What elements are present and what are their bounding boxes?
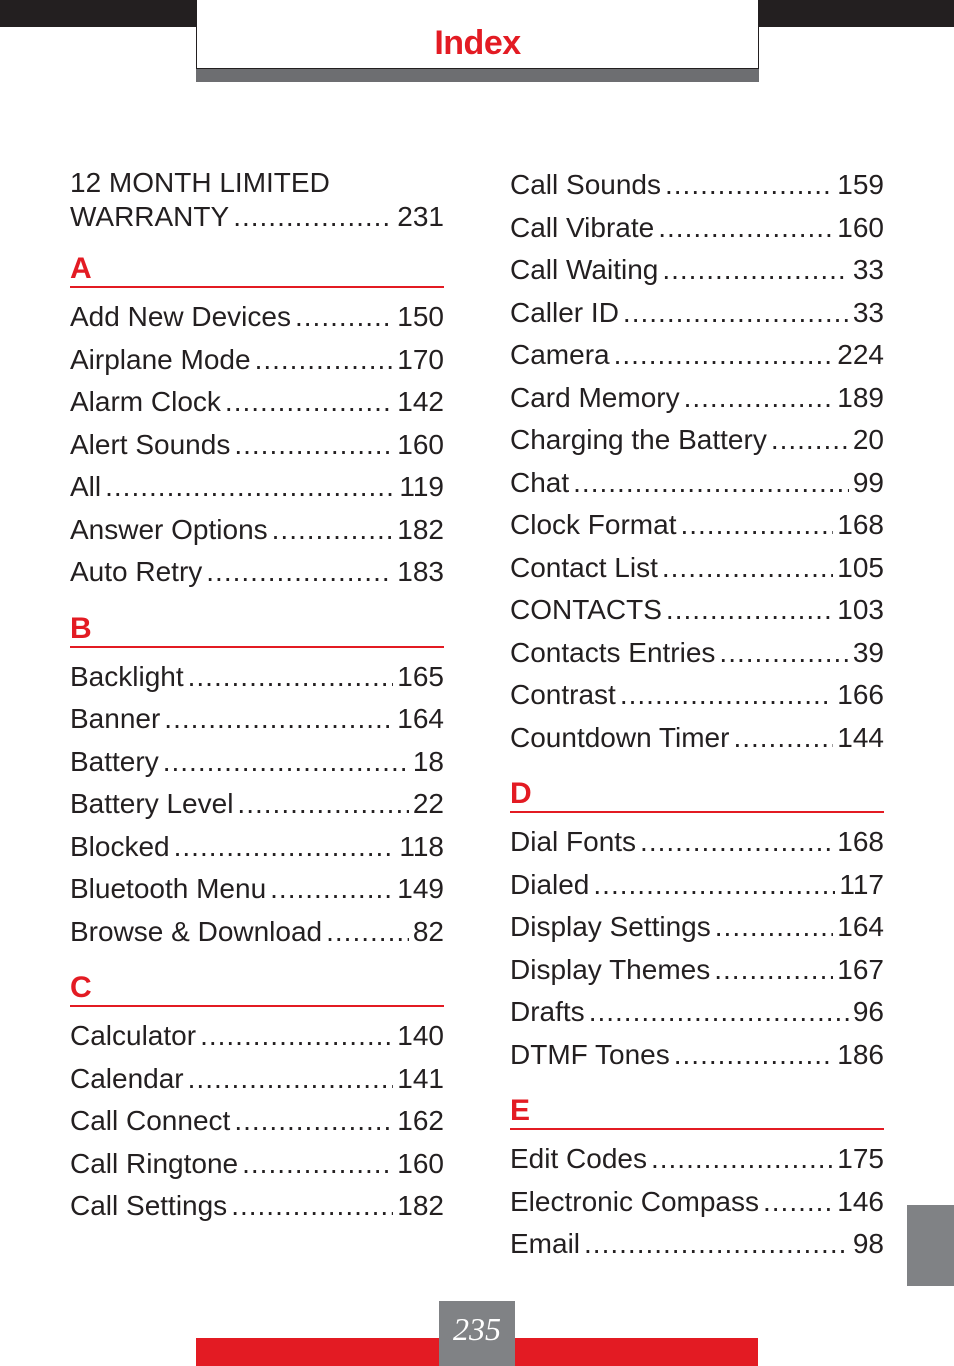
leader-dots: [200, 1015, 393, 1058]
index-entry: [70, 698, 444, 741]
entry-label: Battery Level: [70, 788, 234, 819]
entry-label: Bluetooth Menu: [70, 873, 267, 904]
entry-label: Call Connect: [70, 1105, 231, 1136]
index-entry: [510, 717, 884, 760]
page-number-box: [439, 1301, 515, 1366]
leader-dots: [234, 424, 393, 467]
entry-label: Backlight: [70, 660, 184, 692]
entry-label-line1: 12 MONTH LIMITED: [70, 167, 330, 198]
page-title: Index: [434, 24, 521, 62]
leader-dots: [623, 292, 849, 335]
entry-label: Display Settings: [510, 911, 711, 942]
leader-dots: [242, 1143, 393, 1186]
entry-page: 162: [397, 1105, 444, 1136]
entry-page: 105: [837, 551, 884, 583]
index-entry: [510, 547, 884, 590]
entry-page: 82: [412, 915, 444, 947]
entry-label: Dialed: [510, 868, 590, 900]
right-continued-entries: [510, 164, 884, 759]
entry-page: 160: [397, 1147, 444, 1179]
entry-label: Charging the Battery: [510, 424, 767, 455]
entry-page: 166: [837, 679, 884, 710]
index-entry: [70, 868, 444, 911]
entry-label: Contacts Entries: [510, 636, 716, 668]
index-entry: [510, 821, 884, 864]
index-entry: [510, 249, 884, 292]
leader-dots: [640, 821, 833, 864]
section-letter: D: [510, 777, 884, 813]
index-entry: [510, 674, 884, 717]
entry-page: 99: [852, 466, 884, 498]
leader-dots: [715, 906, 834, 949]
entry-page: 175: [837, 1143, 884, 1174]
entry-label: DTMF Tones: [510, 1038, 670, 1070]
entry-page: 149: [397, 873, 444, 904]
entry-page: 103: [837, 594, 884, 625]
entry-label: Camera: [510, 339, 610, 370]
index-entry: [70, 381, 444, 424]
leader-dots: [584, 1223, 849, 1266]
entry-page: 33: [852, 254, 884, 285]
entry-label: Email: [510, 1228, 581, 1259]
index-entry: [70, 656, 444, 699]
leader-dots: [680, 504, 833, 547]
entry-page: 186: [837, 1038, 884, 1070]
entry-label: Clock Format: [510, 509, 677, 540]
leader-dots: [188, 1058, 394, 1101]
entry-page: 150: [397, 301, 444, 332]
index-column-right: [510, 166, 884, 1266]
entry-label: Add New Devices: [70, 301, 291, 332]
entry-page: 182: [397, 1190, 444, 1221]
entry-label: Auto Retry: [70, 556, 203, 587]
entry-label: Blocked: [70, 830, 170, 862]
entry-label: Calendar: [70, 1062, 184, 1094]
entry-label: CONTACTS: [510, 594, 662, 625]
entry-page: 39: [852, 636, 884, 668]
leader-dots: [666, 589, 833, 632]
index-entry: [510, 906, 884, 949]
entry-label: Edit Codes: [510, 1143, 647, 1174]
entry-page: 142: [397, 386, 444, 417]
entry-page: 160: [397, 428, 444, 460]
entry-page: 168: [837, 509, 884, 540]
index-entry: [70, 339, 444, 382]
leader-dots: [295, 296, 393, 339]
entry-label-line2: WARRANTY: [70, 201, 230, 232]
index-entry: [510, 589, 884, 632]
leader-dots: [206, 551, 393, 594]
leader-dots: [593, 864, 835, 907]
index-entry: [70, 1058, 444, 1101]
index-entry: [70, 1100, 444, 1143]
entry-page: 119: [399, 471, 444, 502]
entry-label: Call Vibrate: [510, 211, 655, 243]
entry-label: Chat: [510, 466, 570, 498]
index-entry: [510, 164, 884, 207]
index-entry: [70, 424, 444, 467]
entry-page: 144: [837, 721, 884, 753]
side-thumb-tab: [907, 1205, 954, 1286]
index-entry: [510, 1181, 884, 1224]
entry-label: Drafts: [510, 996, 585, 1027]
entry-label: Caller ID: [510, 296, 619, 328]
entry-page: 183: [397, 556, 444, 587]
title-tab-underbar: [196, 68, 759, 82]
index-entry: [510, 462, 884, 505]
entry-page: 33: [852, 296, 884, 328]
header-bar-left: [0, 0, 196, 27]
leader-dots: [684, 377, 834, 420]
entry-label: Electronic Compass: [510, 1185, 759, 1217]
entry-page: 182: [397, 513, 444, 545]
index-entry: [510, 991, 884, 1034]
section-letter: A: [70, 252, 444, 288]
entry-page: 189: [837, 381, 884, 413]
entry-label: Airplane Mode: [70, 343, 251, 375]
entry-label: Display Themes: [510, 953, 711, 985]
index-entry: [510, 207, 884, 250]
entry-page: 98: [852, 1228, 884, 1259]
index-entry: [70, 509, 444, 552]
leader-dots: [237, 783, 408, 826]
leader-dots: [105, 466, 395, 509]
entry-page: 118: [399, 830, 444, 862]
index-entry: [70, 783, 444, 826]
section-letter: C: [70, 971, 444, 1007]
entry-page: 165: [397, 660, 444, 692]
leader-dots: [665, 164, 833, 207]
entry-page: 146: [837, 1185, 884, 1217]
index-entry: [510, 504, 884, 547]
entry-page: 164: [837, 911, 884, 942]
index-entry: [510, 949, 884, 992]
entry-page: 170: [397, 343, 444, 375]
index-entry: [70, 911, 444, 954]
index-entry: [510, 292, 884, 335]
entry-label: All: [70, 471, 102, 502]
index-entry: [70, 826, 444, 869]
entry-label: Alert Sounds: [70, 428, 231, 460]
leader-dots: [231, 1185, 393, 1228]
index-entry: [70, 1015, 444, 1058]
entry-label: Browse & Download: [70, 915, 323, 947]
entry-label: Call Waiting: [510, 254, 659, 285]
header-bar-right: [758, 0, 954, 27]
entry-label: Dial Fonts: [510, 826, 637, 857]
leader-dots: [326, 911, 409, 954]
leader-dots: [651, 1138, 833, 1181]
index-entry: [510, 1223, 884, 1266]
leader-dots: [163, 741, 409, 784]
entry-label: Contrast: [510, 679, 616, 710]
entry-page: 231: [397, 201, 444, 232]
leader-dots: [270, 868, 393, 911]
section-letter: E: [510, 1094, 884, 1130]
entry-page: 18: [412, 745, 444, 777]
index-entry: [70, 551, 444, 594]
index-entry: [510, 632, 884, 675]
index-entry: [510, 864, 884, 907]
entry-page: 140: [397, 1020, 444, 1051]
leader-dots: [719, 632, 848, 675]
entry-label: Countdown Timer: [510, 721, 730, 753]
entry-label: Call Ringtone: [70, 1147, 239, 1179]
entry-page: 160: [837, 211, 884, 243]
title-tab: [196, 0, 759, 68]
leader-dots: [733, 717, 833, 760]
entry-page: 224: [837, 339, 884, 370]
entry-page: 20: [852, 424, 884, 455]
leader-dots: [174, 826, 396, 869]
entry-page: 117: [839, 868, 884, 900]
entry-label: Card Memory: [510, 381, 680, 413]
leader-dots: [662, 547, 833, 590]
leader-dots: [234, 1100, 393, 1143]
entry-page: 22: [412, 788, 444, 819]
index-entry: [70, 1143, 444, 1186]
leader-dots: [662, 249, 849, 292]
leader-dots: [225, 381, 393, 424]
index-entry: [70, 296, 444, 339]
entry-page: 167: [837, 953, 884, 985]
leader-dots: [188, 656, 394, 699]
leader-dots: [658, 207, 833, 250]
leader-dots: [714, 949, 833, 992]
leader-dots: [589, 991, 849, 1034]
leader-dots: [164, 698, 393, 741]
leader-dots: [763, 1181, 833, 1224]
entry-label: Banner: [70, 703, 161, 734]
entry-label: Call Settings: [70, 1190, 228, 1221]
entry-page: 168: [837, 826, 884, 857]
index-entry: [510, 1138, 884, 1181]
leader-dots: [272, 509, 394, 552]
entry-label: Contact List: [510, 551, 658, 583]
entry-page: 159: [837, 169, 884, 200]
right-sections: [510, 777, 884, 1266]
entry-page: 164: [397, 703, 444, 734]
section-letter: B: [70, 612, 444, 648]
leader-dots: [255, 339, 394, 382]
leader-dots: [674, 1034, 834, 1077]
index-entry: [510, 377, 884, 420]
index-entry: [510, 334, 884, 377]
leader-dots: [233, 200, 393, 234]
index-entry: [510, 1034, 884, 1077]
index-entry: [510, 419, 884, 462]
left-sections: [70, 252, 444, 1228]
index-column-left: [70, 166, 444, 1228]
leader-dots: [620, 674, 833, 717]
entry-page: 141: [397, 1062, 444, 1094]
index-entry: [70, 1185, 444, 1228]
entry-label: Calculator: [70, 1020, 197, 1051]
entry-label: Battery: [70, 745, 159, 777]
page-number: 235: [453, 1311, 501, 1347]
index-entry: [70, 466, 444, 509]
entry-label: Alarm Clock: [70, 386, 221, 417]
index-entry: [70, 166, 444, 234]
leader-dots: [614, 334, 834, 377]
entry-page: 96: [852, 996, 884, 1027]
index-entry: [70, 741, 444, 784]
entry-label: Call Sounds: [510, 169, 661, 200]
leader-dots: [573, 462, 849, 505]
entry-label: Answer Options: [70, 513, 268, 545]
leader-dots: [771, 419, 849, 462]
